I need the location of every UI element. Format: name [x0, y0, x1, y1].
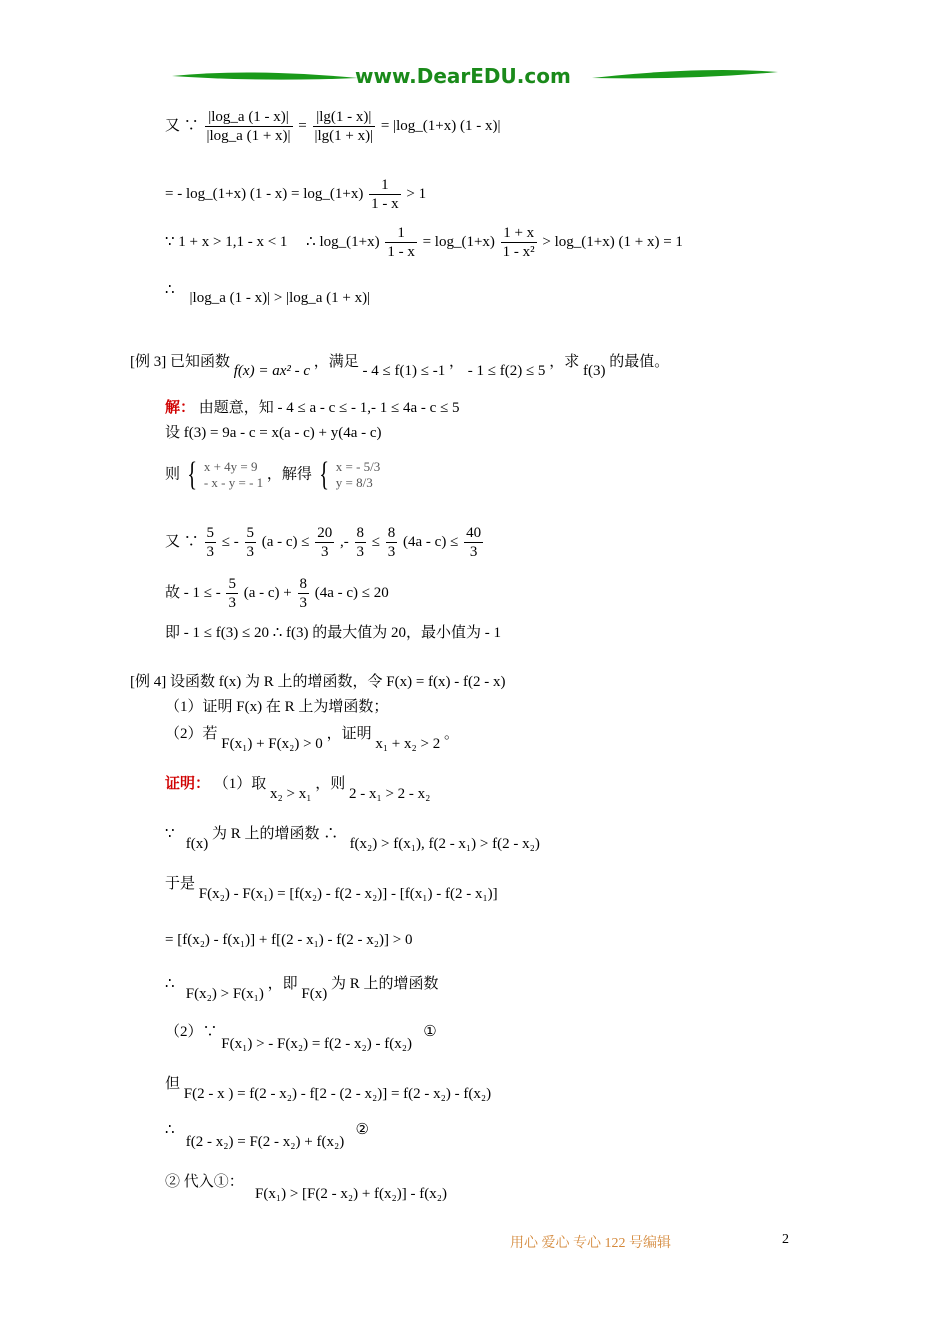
- text: ∵ 1 + x > 1,1 - x < 1: [165, 233, 288, 250]
- text: ，即: [267, 976, 298, 992]
- text: 为 R 上的增函数: [331, 976, 439, 992]
- equation: y = 8/3: [335, 475, 373, 490]
- ex4-title: [130, 670, 506, 691]
- block1-line2: [165, 176, 426, 213]
- math: F(x₁) + F(x₂) > 0: [221, 736, 323, 752]
- text: = |log_(1+x) (1 - x)|: [380, 117, 501, 134]
- text: ，: [448, 354, 464, 370]
- math: F(x): [301, 986, 328, 1002]
- text: 但: [165, 1076, 181, 1092]
- math: f(x) = ax² - c: [233, 363, 310, 379]
- ex4-p7: [165, 1072, 492, 1102]
- denominator: 3: [206, 544, 215, 560]
- text: (a - c) ≤: [261, 533, 310, 550]
- math: F(x₁) > - F(x₂) = f(2 - x₂) - f(x₂): [221, 1036, 412, 1052]
- text: 又 ∵: [165, 117, 199, 134]
- denominator: |log_a (1 + x)|: [206, 128, 291, 144]
- proof-label: 证明：: [165, 776, 211, 792]
- block1-line1: 又 ∵ $\frac{|\log\_a (1 - x)|}{|\log\_a (1 + x)|}$ = $\frac{|\lg(1 - x)|}{|\lg(1 + x)|}$ = |log_(1+x) (1 - x)|: [165, 109, 501, 144]
- text: 故 - 1 ≤ -: [165, 584, 221, 601]
- numerator: 20: [317, 525, 333, 541]
- numerator: 1: [385, 224, 417, 243]
- math: = [f(x₂) - f(x₁)] + f[(2 - x₁) - f(2 - x₂)] > 0: [165, 932, 413, 948]
- math: x₂ > x₁: [270, 786, 312, 802]
- denominator: 3: [469, 544, 478, 560]
- fraction: [315, 524, 334, 561]
- fraction: [245, 524, 257, 561]
- numerator: |log_a (1 - x)|: [205, 108, 293, 127]
- block1-line4: [165, 280, 371, 306]
- text: 的最值。: [609, 354, 670, 370]
- solution-label: 解：: [165, 400, 196, 416]
- block1-line3: [165, 224, 683, 261]
- text: ，满足: [313, 354, 359, 370]
- denominator: 1 - x²: [502, 244, 535, 260]
- denominator: 3: [228, 595, 236, 611]
- fraction: [355, 524, 367, 561]
- fraction: [464, 524, 483, 561]
- ex3-title: [130, 350, 670, 379]
- ex3-sol4: [165, 524, 485, 561]
- fraction: [298, 575, 310, 612]
- swoosh-right-icon: [590, 62, 780, 92]
- text: ≤ -: [221, 533, 239, 550]
- text: > 1: [406, 185, 427, 202]
- text: （1）证明 F(x) 在 R 上为增函数；: [165, 699, 389, 715]
- math: F(2 - x ) = f(2 - x₂) - f[2 - (2 - x₂)] = f(2 - x₂) - f(x₂): [183, 1086, 492, 1102]
- text: 又 ∵: [165, 533, 199, 550]
- denominator: 3: [387, 544, 396, 560]
- math: F(x₁) > [F(2 - x₂) + f(x₂)] - f(x₂): [255, 1186, 447, 1202]
- therefore-icon: ∴: [165, 976, 175, 992]
- math: F(x₂) > F(x₁): [185, 986, 264, 1002]
- text: 。: [443, 726, 459, 742]
- text: = log_(1+x): [422, 233, 495, 250]
- ex4-p2: [165, 822, 540, 852]
- equation-system: [336, 459, 381, 491]
- denominator: 3: [356, 544, 365, 560]
- text: ② 代入①：: [165, 1174, 244, 1190]
- because-icon: ∵: [165, 826, 175, 842]
- equation: x + 4y = 9: [203, 459, 258, 474]
- numerator: 1 + x: [501, 224, 537, 243]
- numerator: 8: [356, 525, 365, 541]
- fraction: [226, 575, 238, 612]
- math: - 4 ≤ f(1) ≤ -1: [362, 363, 446, 379]
- numerator: |lg(1 - x)|: [313, 108, 376, 127]
- fraction: [313, 108, 376, 145]
- numerator: 1: [369, 176, 401, 195]
- text: 由题意，知 - 4 ≤ a - c ≤ - 1,- 1 ≤ 4a - c ≤ 5: [198, 400, 460, 416]
- denominator: |lg(1 + x)|: [314, 128, 374, 144]
- numerator: 5: [246, 525, 254, 541]
- math: f(3): [582, 363, 606, 379]
- text: （2）∵: [165, 1024, 218, 1040]
- brace-icon: {: [187, 456, 197, 493]
- text: ，则: [315, 776, 346, 792]
- footer-slogan: [510, 1232, 671, 1252]
- text: (4a - c) ≤ 20: [314, 584, 389, 601]
- numerator: 5: [228, 576, 236, 592]
- numerator: 8: [387, 525, 396, 541]
- math: f(x): [185, 836, 209, 852]
- ex4-q1: [165, 695, 388, 716]
- math: x₁ + x₂ > 2: [375, 736, 441, 752]
- therefore-icon: ∴: [165, 282, 175, 298]
- ex4-p9: [165, 1170, 447, 1202]
- text: ∴ log_(1+x): [306, 233, 380, 250]
- text: （1）取: [213, 776, 267, 792]
- denominator: 1 - x: [387, 244, 415, 260]
- text: ，证明: [326, 726, 372, 742]
- text: ,-: [340, 533, 349, 550]
- fraction: [386, 524, 398, 561]
- text: (a - c) +: [243, 584, 292, 601]
- fraction: [205, 108, 293, 145]
- header-banner: [170, 62, 780, 92]
- text: [例 3] 已知函数: [130, 354, 230, 370]
- ex3-sol6: [165, 621, 501, 642]
- denominator: 3: [299, 595, 307, 611]
- numerator: 5: [206, 525, 215, 541]
- ex4-p4: [165, 932, 412, 949]
- ex3-sol5: [165, 575, 389, 612]
- math: 2 - x₁ > 2 - x₂: [348, 786, 431, 802]
- ex3-sol2: [165, 421, 382, 442]
- page-number: [782, 1232, 789, 1248]
- equation: x = - 5/3: [335, 459, 381, 474]
- math: f(x₂) > f(x₁), f(2 - x₁) > f(2 - x₂): [349, 836, 540, 852]
- text: ，求: [549, 354, 580, 370]
- text: |log_a (1 - x)| > |log_a (1 + x)|: [189, 290, 371, 306]
- text: > log_(1+x) (1 + x) = 1: [542, 233, 683, 250]
- math: F(x₂) - F(x₁) = [f(x₂) - f(2 - x₂)] - [f(x₁) - f(2 - x₁)]: [198, 886, 498, 902]
- text: = - log_(1+x) (1 - x) = log_(1+x): [165, 185, 364, 202]
- text: 2: [782, 1232, 789, 1247]
- text: 则: [165, 466, 181, 483]
- ex3-sol1: [165, 396, 460, 417]
- text: (4a - c) ≤: [403, 533, 459, 550]
- therefore-icon: ∴: [165, 1122, 175, 1138]
- numerator: 8: [299, 576, 307, 592]
- ex4-p5: [165, 972, 439, 1002]
- fraction: [369, 176, 401, 213]
- fraction: [385, 224, 417, 261]
- text: ≤: [371, 533, 381, 550]
- equation: - x - y = - 1: [203, 475, 264, 490]
- ex4-p3: [165, 872, 498, 902]
- swoosh-left-icon: [170, 62, 360, 92]
- site-logo[interactable]: www.DearEDU.com: [355, 64, 571, 88]
- math: f(2 - x₂) = F(2 - x₂) + f(x₂): [185, 1134, 345, 1150]
- fraction: [501, 224, 537, 261]
- text: 用心 爱心 专心 122 号编辑: [510, 1236, 671, 1251]
- denominator: 3: [246, 544, 254, 560]
- denominator: 3: [321, 544, 329, 560]
- text: ，解得: [266, 466, 312, 483]
- equation-system: [204, 459, 263, 491]
- text: 于是: [165, 876, 196, 892]
- ex3-sol3: [165, 458, 380, 492]
- ex4-p1: [165, 772, 431, 802]
- text: （2）若: [165, 726, 218, 742]
- ex4-p6: [165, 1020, 437, 1052]
- circled-one-icon: ①: [423, 1024, 437, 1040]
- text: 设 f(3) = 9a - c = x(a - c) + y(4a - c): [165, 425, 382, 441]
- text: 为 R 上的增函数 ∴: [212, 826, 339, 842]
- denominator: 1 - x: [371, 196, 399, 212]
- brace-icon: {: [318, 456, 329, 493]
- numerator: 40: [466, 525, 482, 541]
- ex4-q2: [165, 722, 459, 752]
- fraction: [205, 524, 217, 561]
- circled-two-icon: ②: [355, 1122, 369, 1138]
- ex4-p8: [165, 1120, 369, 1150]
- math: - 1 ≤ f(2) ≤ 5: [467, 363, 546, 379]
- text: 即 - 1 ≤ f(3) ≤ 20 ∴ f(3) 的最大值为 20，最小值为 - 1: [165, 625, 501, 641]
- text: [例 4] 设函数 f(x) 为 R 上的增函数，令 F(x) = f(x) - f(2 - x): [130, 674, 506, 690]
